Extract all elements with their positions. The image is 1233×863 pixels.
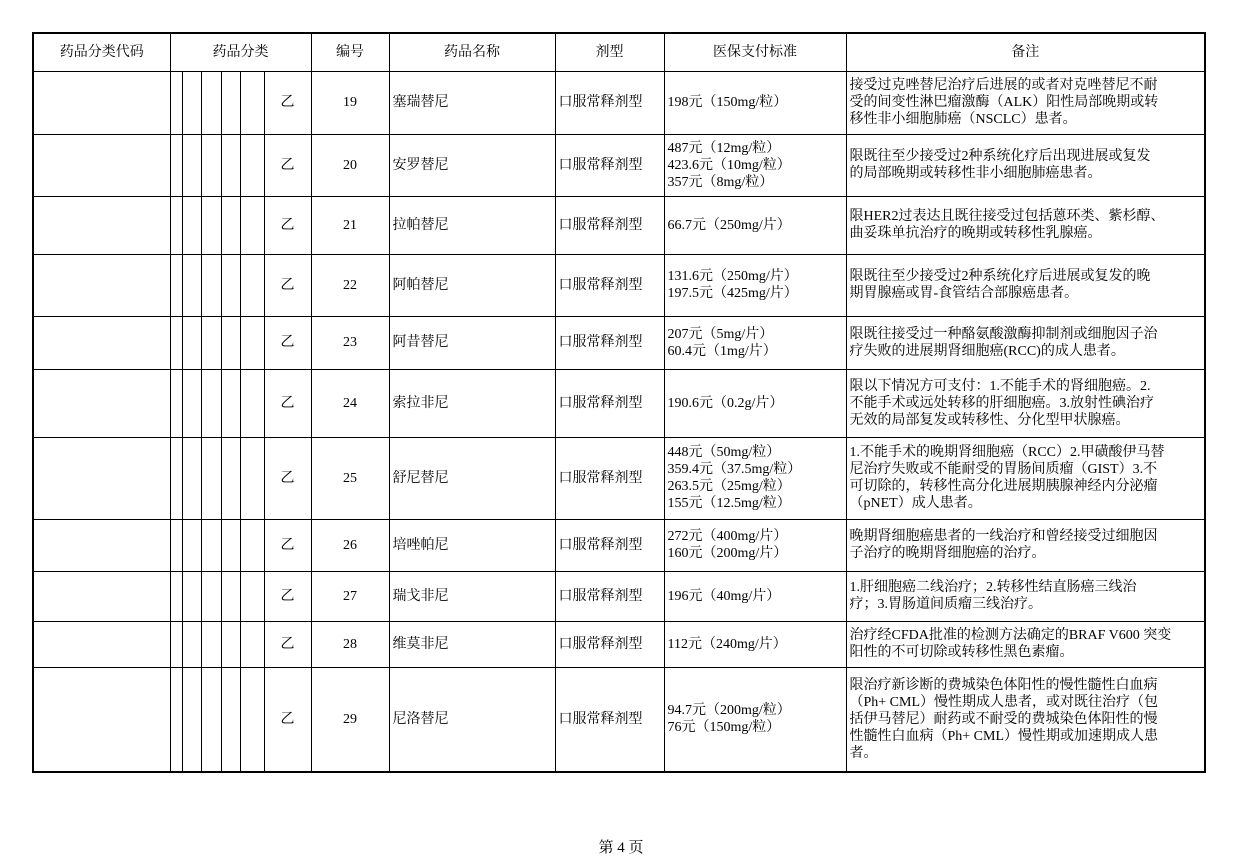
remarks-cell — [846, 254, 1205, 316]
remarks-line: 限既往至少接受过2种系统化疗后出现进展或复发 — [849, 149, 1151, 164]
dosage-form-cell: 口服常释剂型 — [555, 621, 664, 667]
grade-cell: 乙 — [264, 71, 311, 134]
drug-name-cell: 舒尼替尼 — [389, 437, 555, 519]
remarks-line: 1.不能手术的晚期肾细胞癌（RCC）2.甲磺酸伊马替 — [849, 445, 1165, 460]
remarks-cell — [846, 621, 1205, 667]
category-level-cell — [201, 71, 221, 134]
remarks-line: （pNET）成人患者。 — [849, 496, 982, 511]
dosage-form-cell: 口服常释剂型 — [555, 134, 664, 196]
payment-standard-cell — [664, 437, 846, 519]
remarks-line: （Ph+ CML）慢性期成人患者，或对既往治疗（包 — [849, 694, 1159, 710]
price-line: 357元（8mg/粒） — [667, 174, 774, 190]
payment-standard-cell — [664, 71, 846, 134]
table-row — [33, 369, 1205, 437]
price-line: 197.5元（425mg/片） — [667, 286, 798, 301]
category-level-cell — [240, 437, 264, 519]
category-level-cell — [182, 71, 201, 134]
category-level-cell — [182, 667, 201, 772]
remarks-line: 者。 — [849, 745, 878, 761]
grade-cell: 乙 — [264, 196, 311, 254]
category-code-cell — [33, 519, 170, 571]
grade-cell: 乙 — [264, 621, 311, 667]
table-row — [33, 134, 1205, 196]
category-level-cell — [221, 519, 240, 571]
remarks-cell — [846, 437, 1205, 519]
drug-name-cell: 尼洛替尼 — [389, 667, 555, 772]
category-level-cell — [221, 71, 240, 134]
remarks-cell — [846, 71, 1205, 134]
category-level-cell — [201, 369, 221, 437]
price-line: 487元（12mg/粒） — [667, 140, 781, 156]
category-code-cell — [33, 316, 170, 369]
dosage-form-cell: 口服常释剂型 — [555, 196, 664, 254]
category-level-cell — [170, 667, 182, 772]
remarks-line: 尼治疗失败或不能耐受的胃肠间质瘤（GIST）3.不 — [849, 462, 1158, 477]
category-level-cell — [170, 369, 182, 437]
price-line: 190.6元（0.2g/片） — [667, 395, 784, 411]
table-row — [33, 519, 1205, 571]
header-remarks: 备注 — [846, 33, 1205, 71]
category-level-cell — [240, 134, 264, 196]
category-level-cell — [182, 254, 201, 316]
category-level-cell — [240, 316, 264, 369]
header-category: 药品分类 — [170, 33, 311, 71]
category-code-cell — [33, 134, 170, 196]
category-level-cell — [182, 316, 201, 369]
table-row — [33, 254, 1205, 316]
price-line: 112元（240mg/片） — [667, 636, 787, 652]
category-code-cell — [33, 621, 170, 667]
category-level-cell — [170, 196, 182, 254]
category-level-cell — [240, 196, 264, 254]
remarks-line: 期胃腺癌或胃-食管结合部腺癌患者。 — [849, 286, 1079, 301]
category-level-cell — [201, 134, 221, 196]
number-cell: 22 — [311, 254, 389, 316]
remarks-line: 限以下情况方可支付：1.不能手术的肾细胞癌。2. — [849, 378, 1151, 394]
category-level-cell — [240, 254, 264, 316]
payment-standard-cell — [664, 667, 846, 772]
table-row — [33, 667, 1205, 772]
price-line: 263.5元（25mg/粒） — [667, 479, 791, 494]
category-level-cell — [182, 519, 201, 571]
payment-standard-cell — [664, 134, 846, 196]
dosage-form-cell: 口服常释剂型 — [555, 71, 664, 134]
category-level-cell — [240, 667, 264, 772]
number-cell: 28 — [311, 621, 389, 667]
remarks-line: 移性非小细胞肺癌（NSCLC）患者。 — [849, 112, 1077, 127]
header-dosage-form: 剂型 — [555, 33, 664, 71]
category-level-cell — [221, 196, 240, 254]
category-level-cell — [221, 134, 240, 196]
table-row — [33, 571, 1205, 621]
number-cell: 29 — [311, 667, 389, 772]
payment-standard-cell — [664, 621, 846, 667]
dosage-form-cell: 口服常释剂型 — [555, 254, 664, 316]
drug-name-cell: 安罗替尼 — [389, 134, 555, 196]
drug-name-cell: 塞瑞替尼 — [389, 71, 555, 134]
drug-name-cell: 维莫非尼 — [389, 621, 555, 667]
category-level-cell — [182, 571, 201, 621]
drug-name-cell: 培唑帕尼 — [389, 519, 555, 571]
category-level-cell — [170, 519, 182, 571]
drug-name-cell: 阿昔替尼 — [389, 316, 555, 369]
category-level-cell — [221, 316, 240, 369]
price-line: 160元（200mg/片） — [667, 546, 788, 561]
category-level-cell — [240, 621, 264, 667]
grade-cell: 乙 — [264, 134, 311, 196]
category-code-cell — [33, 667, 170, 772]
price-line: 66.7元（250mg/片） — [667, 217, 791, 233]
category-level-cell — [201, 571, 221, 621]
price-line: 155元（12.5mg/粒） — [667, 496, 791, 511]
remarks-cell — [846, 571, 1205, 621]
header-number: 编号 — [311, 33, 389, 71]
table-row — [33, 437, 1205, 519]
grade-cell: 乙 — [264, 519, 311, 571]
table-row — [33, 71, 1205, 134]
remarks-cell — [846, 667, 1205, 772]
dosage-form-cell: 口服常释剂型 — [555, 316, 664, 369]
remarks-line: 限HER2过表达且既往接受过包括蒽环类、紫杉醇、 — [849, 209, 1165, 224]
category-level-cell — [170, 254, 182, 316]
number-cell: 23 — [311, 316, 389, 369]
price-line: 448元（50mg/粒） — [667, 445, 781, 460]
category-level-cell — [201, 519, 221, 571]
remarks-line: 1.肝细胞癌二线治疗；2.转移性结直肠癌三线治 — [849, 580, 1137, 595]
remarks-line: 疗失败的进展期肾细胞癌(RCC)的成人患者。 — [849, 343, 1125, 359]
category-level-cell — [182, 134, 201, 196]
number-cell: 19 — [311, 71, 389, 134]
table-body — [33, 71, 1205, 772]
drug-reimbursement-table — [32, 32, 1206, 773]
price-line: 94.7元（200mg/粒） — [667, 703, 791, 719]
category-code-cell — [33, 571, 170, 621]
category-level-cell — [170, 71, 182, 134]
category-code-cell — [33, 254, 170, 316]
category-level-cell — [182, 196, 201, 254]
remarks-line: 曲妥珠单抗治疗的晚期或转移性乳腺癌。 — [849, 226, 1102, 241]
payment-standard-cell — [664, 519, 846, 571]
category-level-cell — [182, 621, 201, 667]
remarks-line: 不能手术或远处转移的肝细胞癌。3.放射性碘治疗 — [849, 395, 1154, 411]
category-level-cell — [170, 571, 182, 621]
table-row — [33, 196, 1205, 254]
remarks-line: 限治疗新诊断的费城染色体阳性的慢性髓性白血病 — [849, 677, 1158, 693]
category-level-cell — [182, 437, 201, 519]
table-header — [33, 33, 1205, 71]
price-line: 207元（5mg/片） — [667, 326, 774, 342]
number-cell: 27 — [311, 571, 389, 621]
category-level-cell — [221, 667, 240, 772]
page-number: 第 4 页 — [598, 840, 644, 856]
remarks-line: 可切除的，转移性高分化进展期胰腺神经内分泌瘤 — [849, 479, 1158, 494]
category-level-cell — [201, 254, 221, 316]
category-level-cell — [221, 254, 240, 316]
drug-name-cell: 瑞戈非尼 — [389, 571, 555, 621]
remarks-line: 无效的局部复发或转移性、分化型甲状腺癌。 — [849, 412, 1130, 428]
number-cell: 25 — [311, 437, 389, 519]
remarks-line: 限既往至少接受过2种系统化疗后进展或复发的晚 — [849, 269, 1151, 284]
payment-standard-cell — [664, 571, 846, 621]
remarks-cell — [846, 369, 1205, 437]
drug-name-cell: 阿帕替尼 — [389, 254, 555, 316]
price-line: 60.4元（1mg/片） — [667, 343, 777, 359]
category-level-cell — [201, 437, 221, 519]
number-cell: 20 — [311, 134, 389, 196]
category-level-cell — [170, 134, 182, 196]
remarks-line: 疗；3.胃肠道间质瘤三线治疗。 — [849, 597, 1042, 612]
category-code-cell — [33, 71, 170, 134]
payment-standard-cell — [664, 316, 846, 369]
category-code-cell — [33, 437, 170, 519]
remarks-line: 接受过克唑替尼治疗后进展的或者对克唑替尼不耐 — [849, 78, 1158, 93]
remarks-line: 受的间变性淋巴瘤激酶（ALK）阳性局部晚期或转 — [849, 95, 1159, 110]
remarks-cell — [846, 519, 1205, 571]
category-level-cell — [240, 519, 264, 571]
dosage-form-cell: 口服常释剂型 — [555, 571, 664, 621]
price-line: 196元（40mg/片） — [667, 588, 781, 604]
category-level-cell — [201, 196, 221, 254]
payment-standard-cell — [664, 254, 846, 316]
category-level-cell — [221, 369, 240, 437]
remarks-line: 晚期肾细胞癌患者的一线治疗和曾经接受过细胞因 — [849, 529, 1158, 544]
price-line: 198元（150mg/粒） — [667, 95, 788, 110]
category-level-cell — [221, 571, 240, 621]
remarks-line: 子治疗的晚期肾细胞癌的治疗。 — [849, 546, 1046, 561]
table-row — [33, 621, 1205, 667]
grade-cell: 乙 — [264, 667, 311, 772]
header-row — [33, 33, 1205, 71]
category-level-cell — [240, 369, 264, 437]
drug-name-cell: 拉帕替尼 — [389, 196, 555, 254]
remarks-cell — [846, 316, 1205, 369]
grade-cell: 乙 — [264, 571, 311, 621]
number-cell: 26 — [311, 519, 389, 571]
category-level-cell — [170, 621, 182, 667]
category-level-cell — [240, 571, 264, 621]
price-line: 76元（150mg/粒） — [667, 720, 781, 736]
header-category-code: 药品分类代码 — [33, 33, 170, 71]
remarks-cell — [846, 134, 1205, 196]
dosage-form-cell: 口服常释剂型 — [555, 519, 664, 571]
category-level-cell — [221, 437, 240, 519]
remarks-cell — [846, 196, 1205, 254]
remarks-line: 限既往接受过一种酪氨酸激酶抑制剂或细胞因子治 — [849, 326, 1158, 342]
remarks-line: 的局部晚期或转移性非小细胞肺癌患者。 — [849, 166, 1102, 181]
category-level-cell — [170, 316, 182, 369]
price-line: 272元（400mg/片） — [667, 529, 788, 544]
category-level-cell — [201, 316, 221, 369]
category-level-cell — [170, 437, 182, 519]
grade-cell: 乙 — [264, 316, 311, 369]
payment-standard-cell — [664, 369, 846, 437]
grade-cell: 乙 — [264, 254, 311, 316]
number-cell: 21 — [311, 196, 389, 254]
grade-cell: 乙 — [264, 437, 311, 519]
header-payment-standard: 医保支付标准 — [664, 33, 846, 71]
category-level-cell — [201, 621, 221, 667]
price-line: 423.6元（10mg/粒） — [667, 157, 791, 173]
category-code-cell — [33, 369, 170, 437]
dosage-form-cell: 口服常释剂型 — [555, 437, 664, 519]
category-level-cell — [240, 71, 264, 134]
remarks-line: 括伊马替尼）耐药或不耐受的费城染色体阳性的慢 — [849, 711, 1158, 727]
category-code-cell — [33, 196, 170, 254]
grade-cell: 乙 — [264, 369, 311, 437]
payment-standard-cell — [664, 196, 846, 254]
category-level-cell — [182, 369, 201, 437]
price-line: 359.4元（37.5mg/粒） — [667, 462, 802, 477]
category-level-cell — [201, 667, 221, 772]
header-drug-name: 药品名称 — [389, 33, 555, 71]
remarks-line: 性髓性白血病（Ph+ CML）慢性期或加速期成人患 — [849, 728, 1159, 744]
dosage-form-cell: 口服常释剂型 — [555, 369, 664, 437]
category-level-cell — [221, 621, 240, 667]
dosage-form-cell: 口服常释剂型 — [555, 667, 664, 772]
drug-name-cell: 索拉非尼 — [389, 369, 555, 437]
price-line: 131.6元（250mg/片） — [667, 269, 798, 284]
remarks-line: 阳性的不可切除或转移性黑色素瘤。 — [849, 645, 1074, 660]
remarks-line: 治疗经CFDA批准的检测方法确定的BRAF V600 突变 — [849, 628, 1172, 643]
number-cell: 24 — [311, 369, 389, 437]
table-row — [33, 316, 1205, 369]
